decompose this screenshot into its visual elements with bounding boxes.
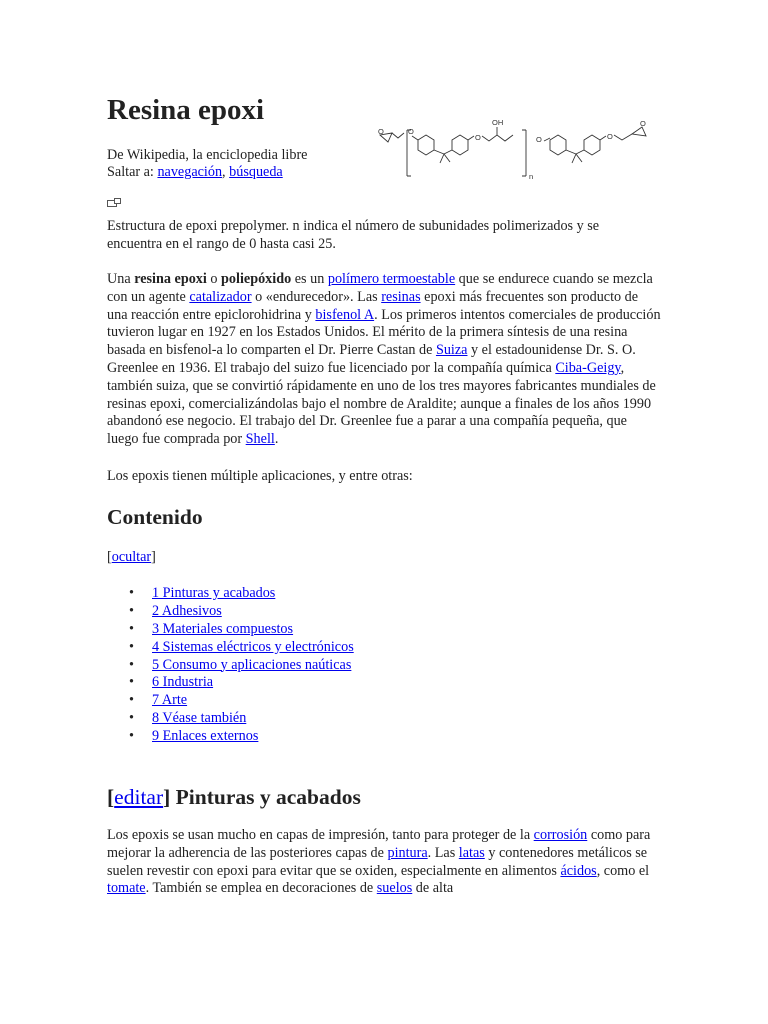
section-paragraph: [107, 827, 662, 898]
catalyst-link[interactable]: catalizador: [189, 288, 252, 305]
bullet: •: [129, 620, 134, 637]
intro-text: , también suiza, que se convirtió rápidamente en uno de los tres mayores fabricantes mundiales de resinas epoxi, comercializándolas bajo el nombre de Araldite; aunque a finales de los años 1990 abandonó ese negocio. El trabajo del Dr. Greenlee fue a parar a una compañía pequeña, que luego fue comprada por: [107, 359, 656, 448]
intro-text: que se endurece cuando se mezcla con un agente: [107, 271, 653, 305]
hydroxyl-label: OH: [492, 118, 504, 127]
oxygen-label: O: [536, 135, 542, 144]
toc-item: [107, 692, 354, 710]
bracket-right: [522, 130, 526, 176]
enlarge-icon[interactable]: [107, 198, 121, 209]
toc-list: [107, 585, 354, 746]
epoxide-ring-right: [632, 127, 646, 136]
intro-text: . Los primeros intentos comerciales de producción tuvieron lugar en 1927 en los Estados Unidos. El mérito de la primera síntesis de una resina basada en bisfenol-a lo comparten el Dr. Pierre Castan de: [107, 306, 661, 359]
resins-link[interactable]: resinas: [381, 288, 421, 305]
toc-item: [107, 728, 354, 746]
section-text: de alta: [412, 880, 454, 897]
bullet: •: [129, 656, 134, 673]
jump-links: [107, 164, 283, 182]
bullet: •: [129, 710, 134, 727]
toc-link-consumo[interactable]: 5 Consumo y aplicaciones naúticas: [152, 656, 352, 673]
thermoset-polymer-link[interactable]: polímero termoestable: [327, 271, 456, 287]
jump-prefix: Saltar a:: [107, 164, 158, 180]
benzene-ring-1: [418, 135, 434, 155]
intro-text: Una: [107, 271, 135, 287]
intro-bold-term: resina epoxi: [134, 271, 207, 287]
bracket-open: [: [107, 549, 112, 565]
intro-text: o «endurecedor». Las: [251, 288, 382, 305]
acids-link[interactable]: ácidos: [560, 862, 597, 879]
toc-item: [107, 585, 354, 603]
toc-item: [107, 603, 354, 621]
bisphenol-a-link[interactable]: bisfenol A: [315, 306, 375, 323]
toc-item: [107, 674, 354, 692]
toc-heading: Contenido: [107, 505, 203, 529]
intro-text: epoxi más frecuentes son producto de una reacción entre epiclorohidrina y: [107, 288, 639, 323]
bracket-close: ]: [163, 785, 171, 809]
repeat-unit-label: n: [529, 172, 534, 181]
bullet: •: [129, 638, 134, 655]
section-text: . También se emplea en decoraciones de: [145, 880, 377, 897]
bullet: •: [129, 674, 134, 691]
search-link[interactable]: búsqueda: [229, 164, 283, 180]
toc-link-materiales[interactable]: 3 Materiales compuestos: [152, 620, 294, 637]
benzene-ring-4: [584, 135, 600, 155]
hide-toc-link[interactable]: ocultar: [111, 549, 152, 565]
section-heading: [107, 782, 361, 812]
section-text: y contenedores metálicos se suelen revestir con epoxi para evitar que se oxiden, especialmente en alimentos: [107, 844, 648, 879]
toc-link-adhesivos[interactable]: 2 Adhesivos: [152, 602, 222, 619]
oxygen-label: O: [640, 119, 646, 128]
toc-item: [107, 639, 354, 657]
toc-item: [107, 710, 354, 728]
toc-link-enlaces[interactable]: 9 Enlaces externos: [152, 728, 259, 745]
benzene-ring-2: [452, 135, 468, 155]
bracket-open: [: [107, 785, 115, 809]
section-text: , como el: [596, 862, 650, 879]
bullet: •: [129, 692, 134, 709]
benzene-ring-3: [550, 135, 566, 155]
edit-section-link[interactable]: editar: [114, 785, 164, 809]
corrosion-link[interactable]: corrosión: [533, 827, 588, 843]
uses-paragraph: Los epoxis tienen múltiple aplicaciones, y entre otras:: [107, 468, 413, 484]
bullet: •: [129, 602, 134, 619]
toc-toggle: [107, 549, 156, 567]
oxygen-label: O: [378, 127, 384, 136]
jump-separator: ,: [222, 164, 230, 180]
switzerland-link[interactable]: Suiza: [435, 342, 468, 359]
toc-link-sistemas[interactable]: 4 Sistemas eléctricos y electrónicos: [152, 638, 354, 655]
floors-link[interactable]: suelos: [376, 880, 413, 897]
intro-text: o: [206, 271, 222, 287]
paint-link[interactable]: pintura: [387, 844, 428, 861]
section-text: . Las: [427, 844, 459, 861]
intro-bold-term: poliepóxido: [221, 271, 292, 287]
toc-link-industria[interactable]: 6 Industria: [152, 674, 214, 691]
page-title: Resina epoxi: [107, 94, 265, 126]
toc-link-vease[interactable]: 8 Véase también: [152, 710, 247, 727]
toc-item: [107, 621, 354, 639]
bullet: •: [129, 728, 134, 745]
bracket-left: [407, 130, 411, 176]
ciba-geigy-link[interactable]: Ciba-Geigy: [555, 359, 621, 376]
oxygen-label: O: [408, 127, 414, 136]
toc-link-arte[interactable]: 7 Arte: [152, 692, 188, 709]
bullet: •: [129, 585, 134, 601]
figure-caption: Estructura de epoxi prepolymer. n indica el número de subunidades polimerizados y se encuentra en el rango de 0 hasta casi 25.: [107, 218, 600, 252]
intro-text: es un: [291, 271, 328, 287]
section-title: Pinturas y acabados: [170, 785, 361, 809]
toc-item: [107, 657, 354, 675]
tomato-link[interactable]: tomate: [107, 880, 146, 897]
toc-link-pinturas[interactable]: 1 Pinturas y acabados: [152, 585, 276, 601]
intro-text: .: [274, 431, 279, 448]
oxygen-label: O: [607, 132, 613, 141]
shell-link[interactable]: Shell: [245, 431, 275, 448]
bracket-close: ]: [151, 549, 156, 565]
epoxy-structure-diagram[interactable]: [376, 112, 660, 184]
intro-paragraph: [107, 271, 662, 449]
oxygen-label: O: [475, 133, 481, 142]
cans-link[interactable]: latas: [458, 844, 485, 861]
section-text: como para mejorar la adherencia de las posteriores capas de: [107, 827, 651, 861]
site-subtitle: De Wikipedia, la enciclopedia libre: [107, 147, 308, 163]
navigation-link[interactable]: navegación: [157, 164, 223, 180]
intro-text: y el estadounidense Dr. S. O. Greenlee en 1936. El trabajo del suizo fue licenciado por la compañía química: [107, 342, 636, 376]
section-text: Los epoxis se usan mucho en capas de impresión, tanto para proteger de la: [107, 827, 534, 843]
